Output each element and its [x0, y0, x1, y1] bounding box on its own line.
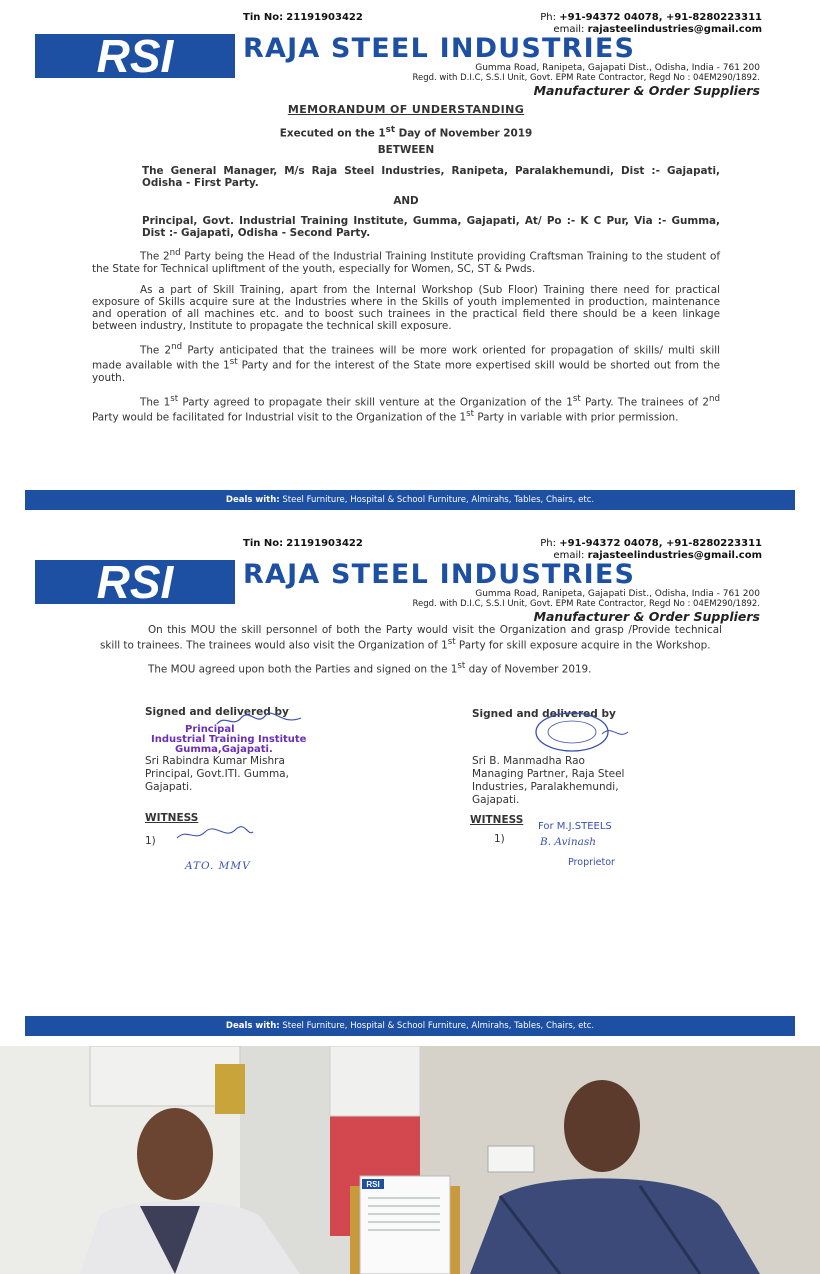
witness-company: For M.J.STEELS: [538, 821, 612, 832]
company-tagline: Manufacturer & Order Suppliers: [533, 609, 760, 624]
right-signature-block: [472, 708, 732, 807]
and-label: AND: [393, 195, 419, 208]
witness-number: 1): [494, 833, 505, 845]
letterhead: [0, 0, 820, 98]
company-name: RAJA STEEL INDUSTRIES: [243, 33, 636, 64]
yellow-binder: [215, 1064, 245, 1114]
signatory-place: Gajapati.: [472, 794, 520, 806]
signed-by-label: Signed and delivered by: [472, 708, 616, 720]
stamp-line-3: Gumma,Gajapati.: [175, 744, 273, 755]
contact-info: Ph: +91-94372 04078, +91-8280223311 email: rajasteelindustries@gmail.com: [540, 12, 762, 35]
second-party: Principal, Govt. Industrial Training Institute, Gumma, Gajapati, At/ Po :- K C Pur, Via :- Gumma, Dist :- Gajapati, Odisha - Second Party.: [142, 215, 720, 240]
witness-signature: [175, 824, 255, 846]
witness-handwriting: B. Avinash: [540, 836, 597, 848]
footer-bar: Deals with: Steel Furniture, Hospital & School Furniture, Almirahs, Tables, Chairs, etc.: [25, 1016, 795, 1036]
paragraph-4: The 1st Party agreed to propagate their skill venture at the Organization of the 1st Party. The trainees of 2nd Party would be facilitated for Industrial visit to the Organization of the 1st Party in variable with prior permission.: [92, 393, 720, 424]
paragraph-6: The MOU agreed upon both the Parties and signed on the 1st day of November 2019.: [148, 661, 592, 676]
mou-page-2: [0, 526, 820, 1046]
signatory-name: Sri Rabindra Kumar Mishra: [145, 755, 285, 767]
rsi-logo: [35, 34, 235, 78]
signatory-title-2: Industries, Paralakhemundi,: [472, 781, 619, 793]
signatory-name: Sri B. Manmadha Rao: [472, 755, 585, 767]
paragraph-2: As a part of Skill Training, apart from the Internal Workshop (Sub Floor) Training there need for practical exposure of Skills acquire sure at the Industries where in the Skills of youth implemented in production, maintenance and operation of all machines etc. and to boost such trainees in the practical field there should be a keen linkage between industry, Institute to propagate the technical skill exposure.: [92, 283, 720, 332]
stamp-line-1: Principal: [185, 724, 235, 735]
signatory-title-1: Managing Partner, Raja Steel: [472, 768, 625, 780]
right-person-head: [564, 1080, 640, 1172]
mou-body: [92, 104, 720, 433]
stamp-line-2: Industrial Training Institute: [151, 734, 307, 745]
signed-by-label: Signed and delivered by: [145, 706, 289, 718]
document-title: MEMORANDUM OF UNDERSTANDING: [287, 103, 525, 116]
tin-number: Tin No: 21191903422: [243, 538, 363, 549]
signatory-title: Principal, Govt.ITI. Gumma,: [145, 768, 289, 780]
tin-number: Tin No: 21191903422: [243, 12, 363, 23]
mou-handover-photo: [0, 1046, 820, 1274]
company-address: Gumma Road, Ranipeta, Gajapati Dist., Odisha, India - 761 200: [475, 589, 760, 599]
witness-label: WITNESS: [145, 812, 199, 824]
first-party: The General Manager, M/s Raja Steel Industries, Ranipeta, Paralakhemundi, Dist :- Gajapati, Odisha - First Party.: [142, 165, 720, 190]
paragraph-3: The 2nd Party anticipated that the trainees will be more work oriented for propagation of skills/ multi skill made available with the 1st Party and for the interest of the State more expertised skill would be shorted out from the youth.: [92, 341, 720, 384]
rsi-logo: [35, 560, 235, 604]
letterhead: [0, 526, 820, 624]
company-name: RAJA STEEL INDUSTRIES: [243, 559, 636, 590]
witness-number: 1): [145, 835, 156, 847]
company-tagline: Manufacturer & Order Suppliers: [533, 83, 760, 98]
left-signature-block: [145, 706, 385, 794]
company-address: Gumma Road, Ranipeta, Gajapati Dist., Odisha, India - 761 200: [475, 63, 760, 73]
company-seal: [532, 710, 632, 752]
svg-text:RSI: RSI: [96, 34, 174, 78]
between-label: BETWEEN: [377, 144, 435, 157]
signature-scribble: [215, 712, 305, 730]
svg-text:RSI: RSI: [96, 560, 174, 604]
signatory-place: Gajapati.: [145, 781, 193, 793]
left-person-head: [137, 1108, 213, 1200]
registration-info: Regd. with D.I.C, S.S.I Unit, Govt. EPM Rate Contractor, Regd No : 04EM290/1892.: [412, 73, 760, 83]
held-document: [360, 1176, 450, 1274]
witness-role: Proprietor: [568, 857, 615, 868]
contact-info: Ph: +91-94372 04078, +91-8280223311 email: rajasteelindustries@gmail.com: [540, 538, 762, 561]
paragraph-5: On this MOU the skill personnel of both the Party would visit the Organization and grasp /Provide technical skill to trainees. The trainees would also visit the Organization of 1st Party for skill exposure acquire in the Workshop.: [100, 624, 722, 652]
right-witness: [470, 814, 730, 868]
mou-body-2: [100, 624, 722, 685]
mou-page-1: [0, 0, 820, 516]
footer-bar: Deals with: Steel Furniture, Hospital & School Furniture, Almirahs, Tables, Chairs, etc.: [25, 490, 795, 510]
photo-scene: [0, 1046, 820, 1274]
witness-label: WITNESS: [470, 814, 524, 826]
witness-handwriting: ATO. MMV: [185, 860, 251, 872]
registration-info: Regd. with D.I.C, S.S.I Unit, Govt. EPM Rate Contractor, Regd No : 04EM290/1892.: [412, 599, 760, 609]
left-witness: [145, 812, 385, 873]
executed-date: Executed on the 1st Day of November 2019: [279, 125, 533, 140]
svg-text:RSI: RSI: [366, 1180, 380, 1189]
paragraph-1: The 2nd Party being the Head of the Industrial Training Institute providing Craftsman Training to the student of the State for Technical upliftment of the youth, especially for Women, SC, ST & Pwds.: [92, 248, 720, 275]
